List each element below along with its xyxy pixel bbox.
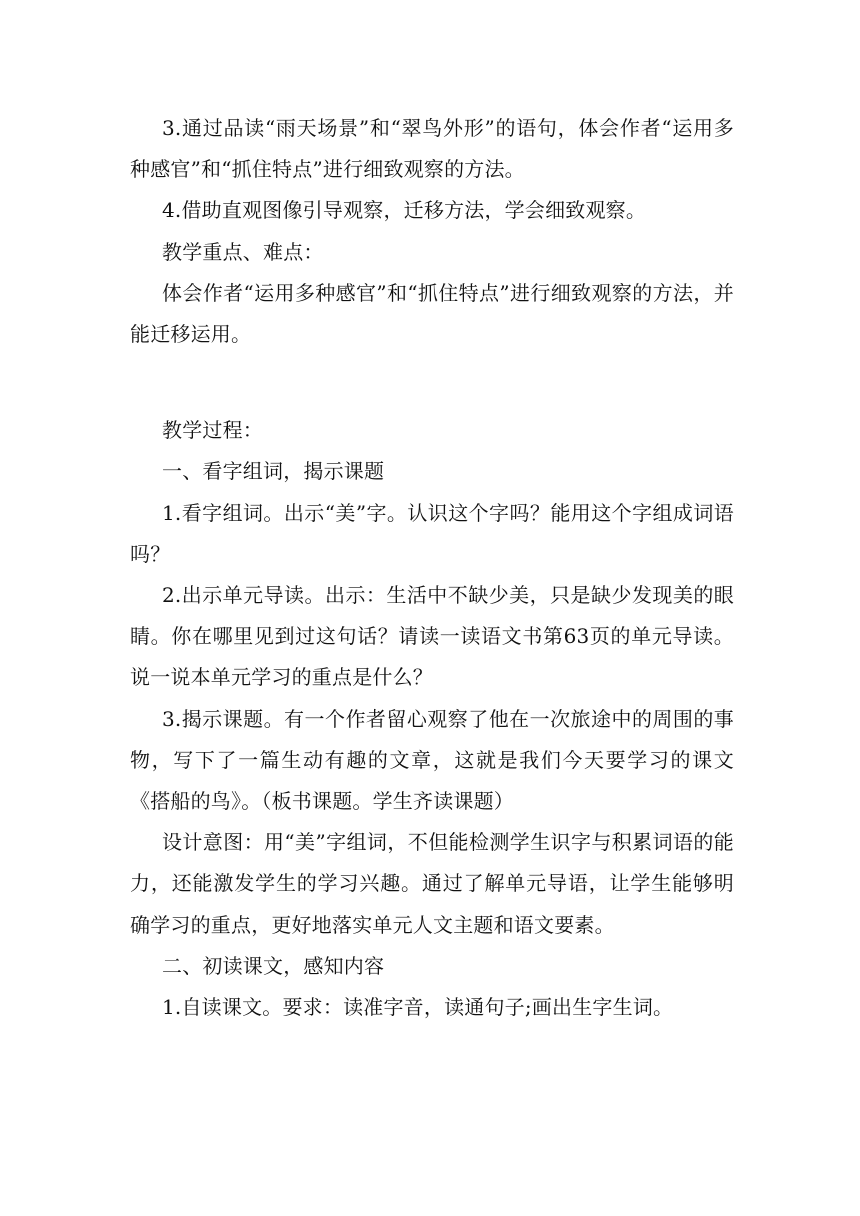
section-spacer [130,355,734,410]
design-intent-paragraph: 设计意图：用“美”字组词，不但能检测学生识字与积累词语的能力，还能激发学生的学习兴趣。通过了解单元导语，让学生能够明确学习的重点，更好地落实单元人文主题和语文要素。 [130,830,734,937]
section-2-heading: 二、初读课文，感知内容 [162,953,385,978]
section-2-step-1-paragraph: 1.自读课文。要求：读准字音，读通句子;画出生字生词。 [162,995,674,1020]
objective-3-paragraph: 3.通过品读“雨天场景”和“翠鸟外形”的语句，体会作者“运用多种感官”和“抓住特点”进行细致观察的方法。 [130,116,734,182]
step-1-paragraph: 1.看字组词。出示“美”字。认识这个字吗？能用这个字组成词语吗？ [130,500,734,566]
teaching-process-heading: 教学过程： [162,418,263,443]
section-1-heading: 一、看字组词，揭示课题 [162,459,385,484]
key-points-paragraph: 体会作者“运用多种感官”和“抓住特点”进行细致观察的方法，并能迁移运用。 [130,280,734,347]
step-3-paragraph: 3.揭示课题。有一个作者留心观察了他在一次旅途中的周围的事物，写下了一篇生动有趣的文章，这就是我们今天要学习的课文《搭船的鸟》。（板书课题。学生齐读课题） [130,706,734,814]
key-points-heading: 教学重点、难点： [162,239,324,264]
step-2-paragraph: 2.出示单元导读。出示：生活中不缺少美，只是缺少发现美的眼睛。你在哪里见到过这句话？请读一读语文书第63页的单元导读。说一说本单元学习的重点是什么？ [130,583,734,690]
objective-4-paragraph: 4.借助直观图像引导观察，迁移方法，学会细致观察。 [162,198,647,223]
document-body [130,108,734,1028]
